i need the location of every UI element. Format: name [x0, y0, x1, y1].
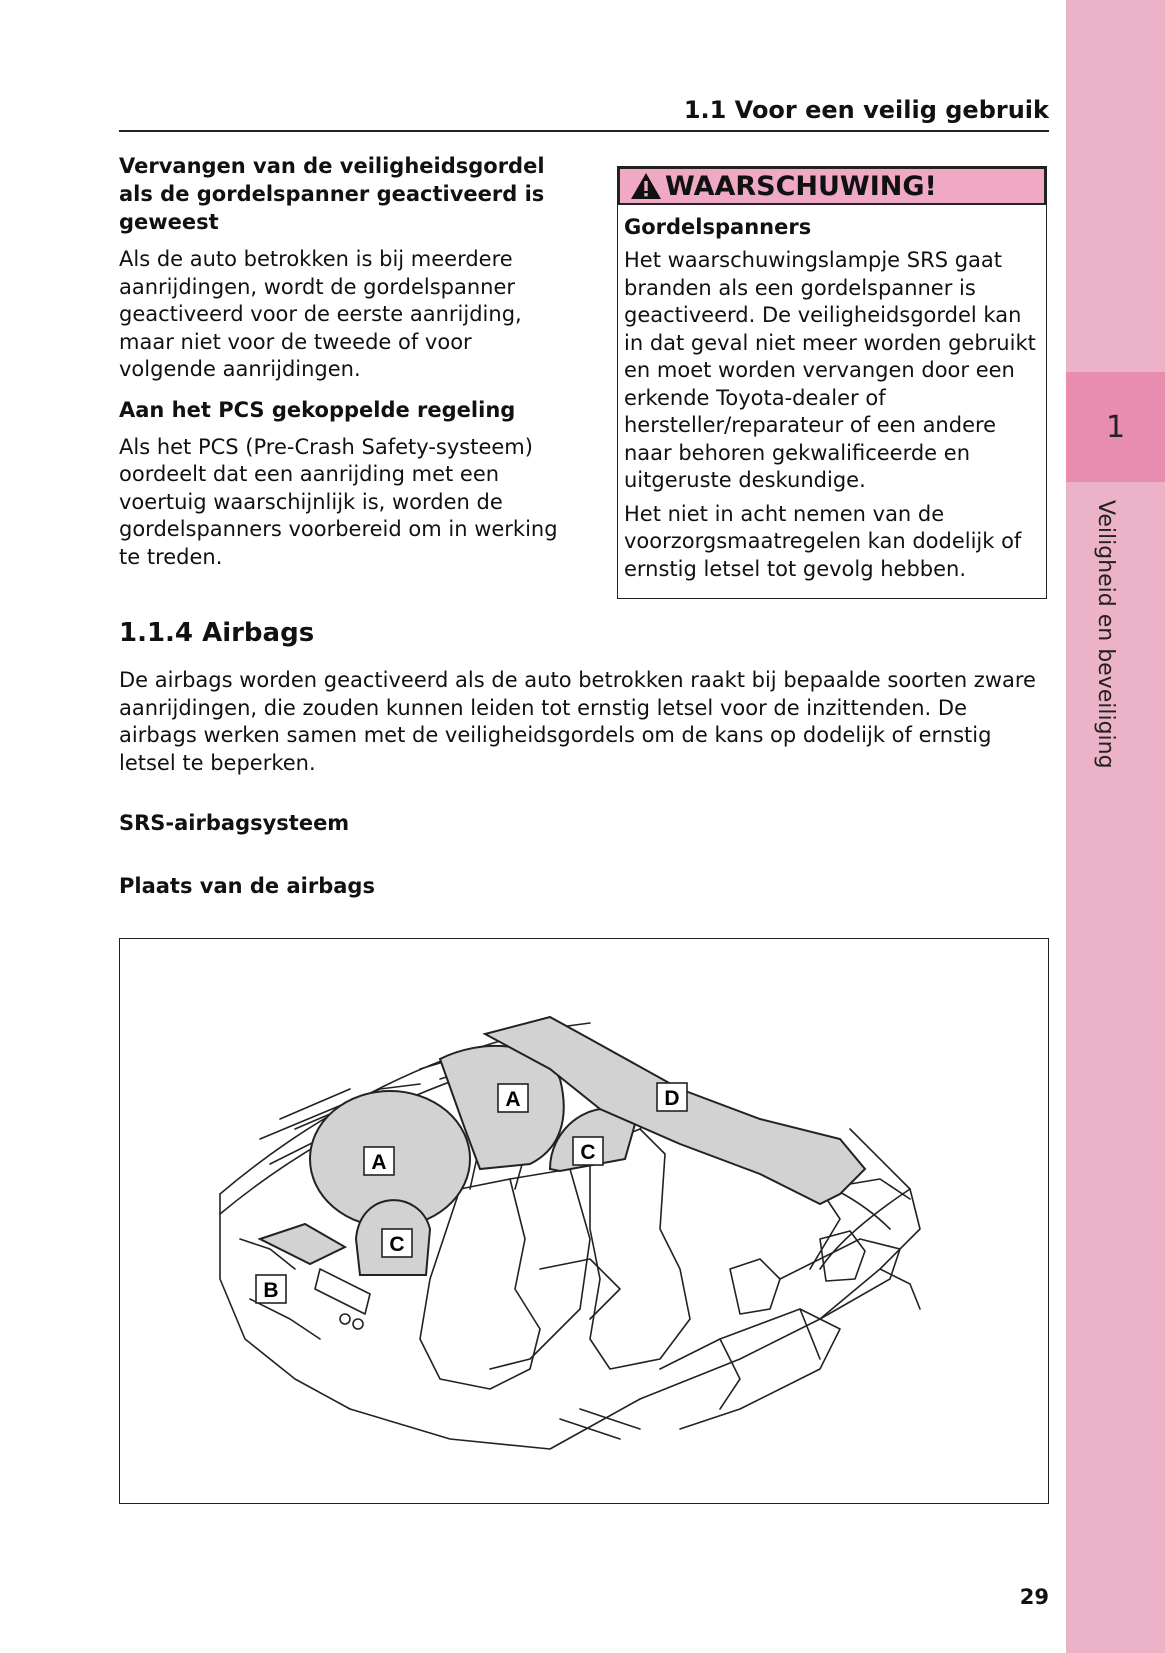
warning-header — [618, 167, 1046, 205]
svg-text:A: A — [505, 1088, 521, 1111]
label-c-driver — [382, 1229, 412, 1257]
warning-para1: Het waarschuwingslampje SRS gaat branden als een gordelspanner is geactiveerd. De veiligheidsgordel kan in dat geval niet meer worden gebruikt en moet worden vervangen door een erkende Toyota-dealer of hersteller/reparateur of een andere naar behoren gekwalificeerde en uitgeruste deskundige. — [624, 248, 1036, 492]
page-header-title: 1.1 Voor een veilig gebruik — [683, 96, 1049, 124]
heading-belt-replacement: Vervangen van de veiligheidsgordel als de gordelspanner geactiveerd is geweest — [119, 154, 545, 234]
page-number: 29 — [1019, 1585, 1049, 1609]
para-belt-replacement: Als de auto betrokken is bij meerdere aanrijdingen, wordt de gordelspanner geactiveerd voor de eerste aanrijding, maar niet voor de tweede of voor volgende aanrijdingen. — [119, 247, 522, 381]
svg-text:A: A — [371, 1151, 387, 1174]
label-a-driver — [364, 1147, 394, 1175]
subheading-airbag-locations: Plaats van de airbags — [119, 874, 375, 898]
side-tab — [1066, 0, 1165, 1653]
label-d — [657, 1083, 687, 1111]
heading-pcs: Aan het PCS gekoppelde regeling — [119, 397, 516, 422]
chapter-title: Veiligheid en beveiliging — [1093, 500, 1118, 769]
section-title: 1.1.4 Airbags — [119, 618, 315, 648]
label-c-passenger — [573, 1137, 603, 1165]
subheading-srs: SRS-airbagsysteem — [119, 811, 350, 835]
svg-text:C: C — [389, 1233, 405, 1256]
warning-triangle-icon — [630, 172, 662, 200]
svg-text:D: D — [664, 1087, 680, 1110]
airbag-figure — [119, 938, 1049, 1504]
warning-para2: Het niet in acht nemen van de voorzorgsmaatregelen kan dodelijk of ernstig letsel tot gevolg hebben. — [624, 501, 1022, 581]
warning-box — [617, 166, 1047, 599]
left-column — [119, 152, 559, 583]
header-rule — [119, 130, 1049, 132]
label-a-passenger — [498, 1084, 528, 1112]
svg-text:C: C — [580, 1141, 596, 1164]
chapter-number: 1 — [1066, 372, 1165, 482]
car-interior-illustration — [120, 939, 1047, 1502]
para-pcs: Als het PCS (Pre-Crash Safety-systeem) oordeelt dat een aanrijding met een voertuig waarschijnlijk is, worden de gordelspanners voorbereid om in werking te treden. — [119, 434, 558, 569]
airbag-knee — [260, 1224, 345, 1264]
label-b — [256, 1275, 286, 1303]
section-intro: De airbags worden geactiveerd als de auto betrokken raakt bij bepaalde soorten zware aanrijdingen, die zouden kunnen leiden tot ernstig letsel voor de inzittenden. De airbags werken samen met de veiligheidsgordels om de kans op dodelijk of ernstig letsel te beperken. — [119, 668, 1036, 775]
warning-subheading: Gordelspanners — [624, 215, 812, 239]
svg-text:B: B — [263, 1279, 279, 1302]
warning-title: WAARSCHUWING! — [665, 170, 937, 202]
